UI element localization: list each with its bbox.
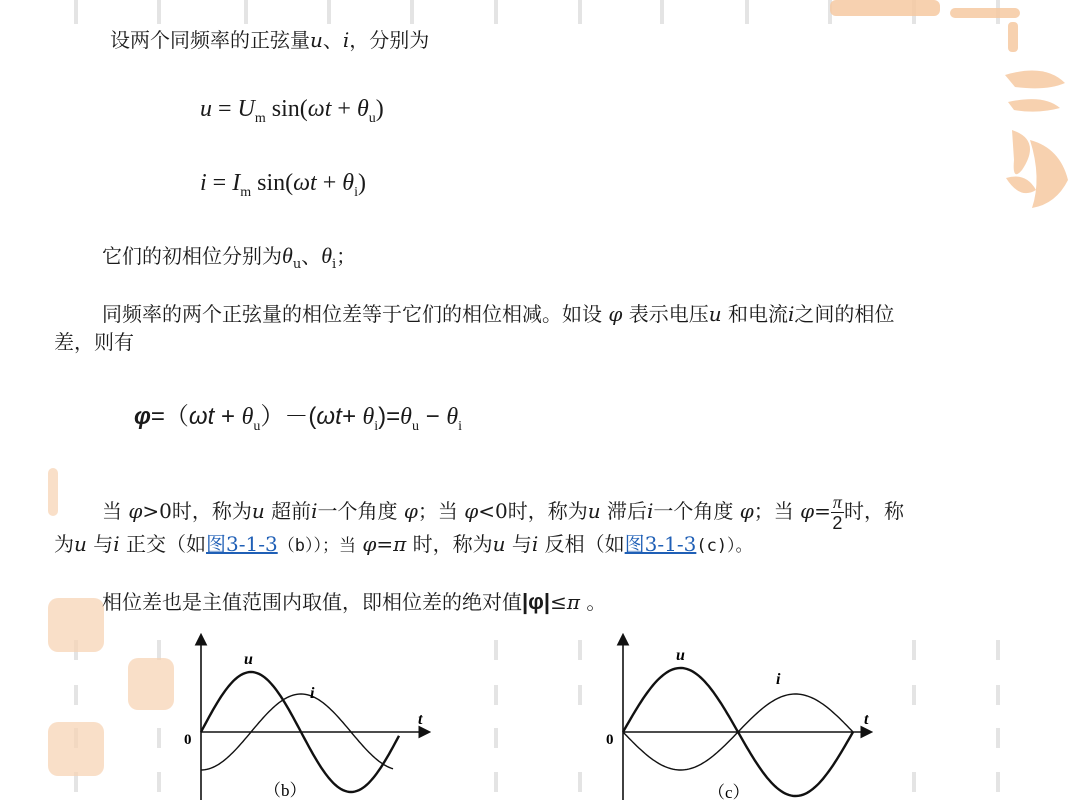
pi-over-2-fraction <box>831 492 844 533</box>
stripe <box>327 0 331 24</box>
eq-amplitude: U <box>237 96 255 122</box>
var-i: i <box>342 28 350 52</box>
text: = <box>376 532 394 556</box>
text: （b））；当 <box>277 536 356 556</box>
i-label: i <box>310 685 315 702</box>
eq-close: ) <box>375 96 384 122</box>
intro-line <box>110 26 429 54</box>
text: ；当 <box>753 499 794 523</box>
eq-lhs: u <box>200 96 212 122</box>
subscript-i: i <box>374 419 379 434</box>
t-label: t <box>864 711 869 728</box>
i-label: i <box>776 671 781 688</box>
principal-value-line <box>102 588 606 616</box>
text: 同频率的两个正弦量的相位差等于它们的相位相减。如设 <box>102 302 602 326</box>
eq-theta: θ <box>356 96 369 122</box>
text: 一个角度 <box>317 499 398 523</box>
eq-sign: = <box>212 170 227 196</box>
eq-sin: sin( <box>257 170 294 196</box>
stripe <box>157 0 161 24</box>
omega-t: ωt <box>188 403 215 430</box>
initial-phase-line <box>102 242 356 279</box>
decorative-seal <box>48 598 104 652</box>
phase-diff-line1 <box>102 300 894 328</box>
eq-theta: θ <box>342 170 355 196</box>
stripe <box>157 728 161 748</box>
stripe <box>157 772 161 792</box>
origin-label: 0 <box>606 732 614 748</box>
stripe <box>157 640 161 660</box>
text: 时，称为 <box>412 532 493 556</box>
phi-symbol: φ <box>608 302 623 326</box>
subscript-u: u <box>253 419 261 434</box>
eq-sign: =（ <box>150 403 189 430</box>
eq-lhs: i <box>200 170 207 196</box>
pi-symbol: π <box>566 590 580 614</box>
initial-phase-text: 它们的初相位分别为 <box>102 244 282 268</box>
text: 为 <box>54 532 74 556</box>
eq-sub: u <box>368 111 376 126</box>
origin-label: 0 <box>184 732 192 748</box>
omega-t: ωt+ <box>316 403 356 430</box>
stripe <box>494 772 498 792</box>
text: 和电流 <box>727 302 788 326</box>
phi-equation <box>134 396 462 435</box>
subscript-u: u <box>411 419 419 434</box>
eq-plus: + <box>322 170 337 196</box>
theta-symbol: θ <box>362 404 375 430</box>
text: 时，称 <box>843 499 904 523</box>
eq-sub: m <box>240 185 252 200</box>
decorative-seal <box>48 722 104 776</box>
intro-suffix: ，分别为 <box>349 28 430 52</box>
var-i: i <box>531 532 539 556</box>
text: 正交（如 <box>126 532 207 556</box>
text: = <box>814 499 831 523</box>
subscript-i: i <box>332 257 337 272</box>
figure-link-c[interactable]: 图3-1-3 <box>624 532 697 556</box>
decorative-seal <box>128 658 174 710</box>
eq-sin: sin( <box>271 96 308 122</box>
phase-diff-line2 <box>54 328 134 356</box>
theta-symbol: θ <box>446 404 459 430</box>
stripe <box>912 772 916 792</box>
var-u: u <box>74 532 87 556</box>
eq-omega-t: ωt <box>293 170 317 196</box>
phi-symbol: φ <box>128 499 143 523</box>
stripe <box>494 728 498 748</box>
text: 差，则有 <box>54 330 134 354</box>
var-i: i <box>311 499 318 523</box>
eq-sub: m <box>254 111 266 126</box>
text: (c)）。 <box>696 536 753 556</box>
subscript-i: i <box>458 419 463 434</box>
theta-symbol: θ <box>241 404 254 430</box>
stripe <box>494 0 498 24</box>
var-i: i <box>113 532 120 556</box>
cases-line2 <box>54 530 753 560</box>
stripe <box>578 640 582 660</box>
u-label: u <box>676 647 685 664</box>
minus: − <box>425 403 440 430</box>
var-u: u <box>708 302 722 326</box>
stripe <box>996 772 1000 792</box>
eq-sub: i <box>354 185 358 200</box>
separator: 、 <box>322 28 343 52</box>
stripe <box>578 0 582 24</box>
pi-symbol: π <box>393 532 407 556</box>
text: <0时，称为 <box>478 499 588 523</box>
text: 表示电压 <box>628 302 709 326</box>
var-u: u <box>587 499 601 523</box>
text: 滞后 <box>607 499 647 523</box>
stripe <box>74 0 78 24</box>
var-u: u <box>251 499 265 523</box>
eq-close: ) <box>357 170 366 196</box>
decorative-seal <box>48 468 58 516</box>
stripe <box>912 685 916 705</box>
stripe <box>745 0 749 24</box>
paren: )= <box>378 403 401 430</box>
var-i: i <box>787 302 795 326</box>
stripe <box>410 0 414 24</box>
le-symbol: ≤ <box>550 590 567 614</box>
stripe <box>578 772 582 792</box>
stripe <box>660 0 664 24</box>
theta-symbol: θ <box>321 243 332 268</box>
figure-b <box>172 632 436 804</box>
stripe <box>996 640 1000 660</box>
var-u: u <box>492 532 506 556</box>
eq-amplitude: I <box>232 170 241 196</box>
caption-b: （b） <box>264 781 307 800</box>
text: 与 <box>93 532 114 556</box>
phi-symbol: φ <box>800 499 815 523</box>
var-i: i <box>647 499 654 523</box>
text: 反相（如 <box>544 532 625 556</box>
eq-sign: = <box>218 96 232 122</box>
text: 与 <box>511 532 532 556</box>
stripe <box>996 685 1000 705</box>
phi-symbol: φ <box>464 499 479 523</box>
stripe <box>494 640 498 660</box>
intro-text: 设两个同频率的正弦量 <box>110 28 310 52</box>
paren: ）－( <box>260 403 317 430</box>
text: 。 <box>586 590 607 614</box>
figure-link-b[interactable]: 图3-1-3 <box>206 532 278 556</box>
stripe <box>244 0 248 24</box>
cases-line1 <box>102 492 904 533</box>
phi-symbol: φ <box>403 499 418 523</box>
t-label: t <box>418 711 423 728</box>
caption-c: （c） <box>708 783 750 802</box>
text: 相位差也是主值范围内取值，即相位差的绝对值 <box>102 590 522 614</box>
phi-symbol: φ <box>739 499 754 523</box>
stripe <box>494 685 498 705</box>
u-label: u <box>244 651 253 668</box>
equation-i <box>200 170 366 201</box>
numerator: π <box>832 492 842 512</box>
phi-symbol: φ <box>362 532 377 556</box>
decorative-calligraphy <box>830 0 1080 220</box>
equation-u <box>200 96 384 127</box>
figure-c <box>600 632 880 804</box>
separator: 、 <box>301 244 322 268</box>
text: 超前 <box>271 499 312 523</box>
stripe <box>912 640 916 660</box>
text: >0时，称为 <box>142 499 252 523</box>
text: 一个角度 <box>653 499 734 523</box>
text: ；当 <box>417 499 458 523</box>
denominator: 2 <box>832 513 843 533</box>
phi-symbol: φ <box>134 403 151 430</box>
text: 之间的相位 <box>794 302 895 326</box>
stripe <box>578 685 582 705</box>
theta-symbol: θ <box>282 243 293 268</box>
var-u: u <box>310 28 323 52</box>
plus: + <box>220 403 235 430</box>
theta-symbol: θ <box>400 404 412 430</box>
text: 当 <box>102 499 122 523</box>
eq-plus: + <box>337 96 351 122</box>
stripe <box>74 685 78 705</box>
semicolon: ； <box>336 244 357 268</box>
subscript-u: u <box>292 257 302 272</box>
eq-omega-t: ωt <box>307 96 332 122</box>
abs-phi: |φ| <box>522 589 551 614</box>
stripe <box>996 728 1000 748</box>
